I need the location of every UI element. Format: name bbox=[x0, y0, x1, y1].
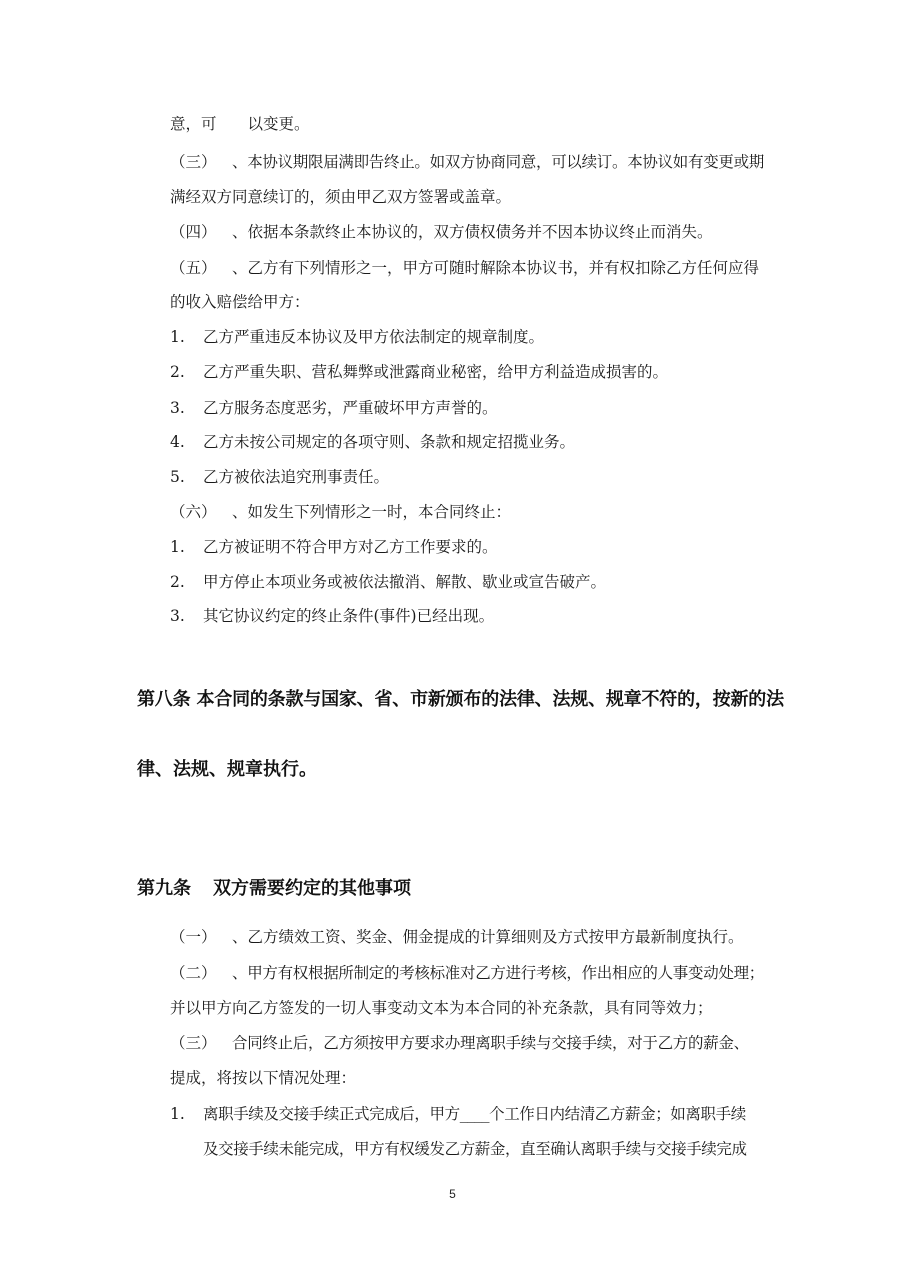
list-number: 1. bbox=[170, 328, 185, 346]
list-item: 甲方停止本项业务或被依法撤消、解散、歇业或宣告破产。 bbox=[203, 573, 607, 591]
article-9-heading bbox=[137, 877, 411, 901]
list-item: 离职手续及交接手续正式完成后，甲方____个工作日内结清乙方薪金；如离职手续 bbox=[203, 1105, 746, 1123]
item-marker: （一） bbox=[170, 928, 217, 946]
list-item-continuation: 及交接手续未能完成，甲方有权缓发乙方薪金，直至确认离职手续与交接手续完成 bbox=[203, 1140, 747, 1158]
article-8-heading-continuation: 律、法规、规章执行。 bbox=[137, 759, 317, 780]
item-marker: （五） bbox=[170, 259, 217, 277]
item-marker: （四） bbox=[170, 223, 217, 241]
list-number: 1. bbox=[170, 538, 185, 556]
item-marker: （六） bbox=[170, 503, 217, 521]
article-8-heading: 第八条 本合同的条款与国家、省、市新颁布的法律、法规、规章不符的，按新的法 bbox=[137, 689, 784, 710]
list-number: 3. bbox=[170, 399, 185, 417]
list-item: 乙方严重违反本协议及甲方依法制定的规章制度。 bbox=[203, 328, 545, 346]
page-number: 5 bbox=[449, 1187, 456, 1201]
item-text: 合同终止后，乙方须按甲方要求办理离职手续与交接手续，对于乙方的薪金、 bbox=[232, 1034, 749, 1052]
list-number: 2. bbox=[170, 363, 185, 381]
item-marker: （三） bbox=[170, 153, 217, 171]
list-number: 4. bbox=[170, 433, 185, 451]
item-text-continuation: 并以甲方向乙方签发的一切人事变动文本为本合同的补充条款，具有同等效力； bbox=[170, 999, 713, 1017]
list-number: 2. bbox=[170, 573, 185, 591]
item-text: 、如发生下列情形之一时，本合同终止： bbox=[232, 503, 512, 521]
item-text: 、依据本条款终止本协议的，双方债权债务并不因本协议终止而消失。 bbox=[232, 223, 713, 241]
item-text: 、乙方有下列情形之一，甲方可随时解除本协议书，并有权扣除乙方任何应得 bbox=[232, 259, 760, 277]
list-item: 乙方被依法追究刑事责任。 bbox=[203, 468, 390, 486]
list-number: 1. bbox=[170, 1105, 185, 1123]
item-text: 、乙方绩效工资、奖金、佣金提成的计算细则及方式按甲方最新制度执行。 bbox=[232, 928, 744, 946]
list-item: 乙方严重失职、营私舞弊或泄露商业秘密，给甲方利益造成损害的。 bbox=[203, 363, 669, 381]
item-text: 、甲方有权根据所制定的考核标准对乙方进行考核，作出相应的人事变动处理； bbox=[232, 964, 765, 982]
item-marker: （二） bbox=[170, 964, 217, 982]
list-number: 5. bbox=[170, 468, 185, 486]
list-item: 乙方服务态度恶劣，严重破坏甲方声誉的。 bbox=[203, 399, 498, 417]
list-item: 其它协议约定的终止条件(事件)已经出现。 bbox=[203, 607, 495, 625]
item-text-continuation: 满经双方同意续订的，须由甲乙双方签署或盖章。 bbox=[170, 188, 512, 206]
list-item: 乙方未按公司规定的各项守则、条款和规定招揽业务。 bbox=[203, 433, 576, 451]
item-marker: （三） bbox=[170, 1034, 217, 1052]
list-number: 3. bbox=[170, 607, 185, 625]
article-9-label: 第九条 bbox=[137, 878, 191, 899]
item-text-continuation: 提成，将按以下情况处理： bbox=[170, 1069, 357, 1087]
list-item: 乙方被证明不符合甲方对乙方工作要求的。 bbox=[203, 538, 498, 556]
item-text: 、本协议期限届满即告终止。如双方协商同意，可以续订。本协议如有变更或期 bbox=[232, 153, 765, 171]
paragraph-continuation: 意，可 以变更。 bbox=[170, 115, 310, 133]
article-9-title: 双方需要约定的其他事项 bbox=[213, 878, 411, 899]
item-text-continuation: 的收入赔偿给甲方： bbox=[170, 293, 310, 311]
